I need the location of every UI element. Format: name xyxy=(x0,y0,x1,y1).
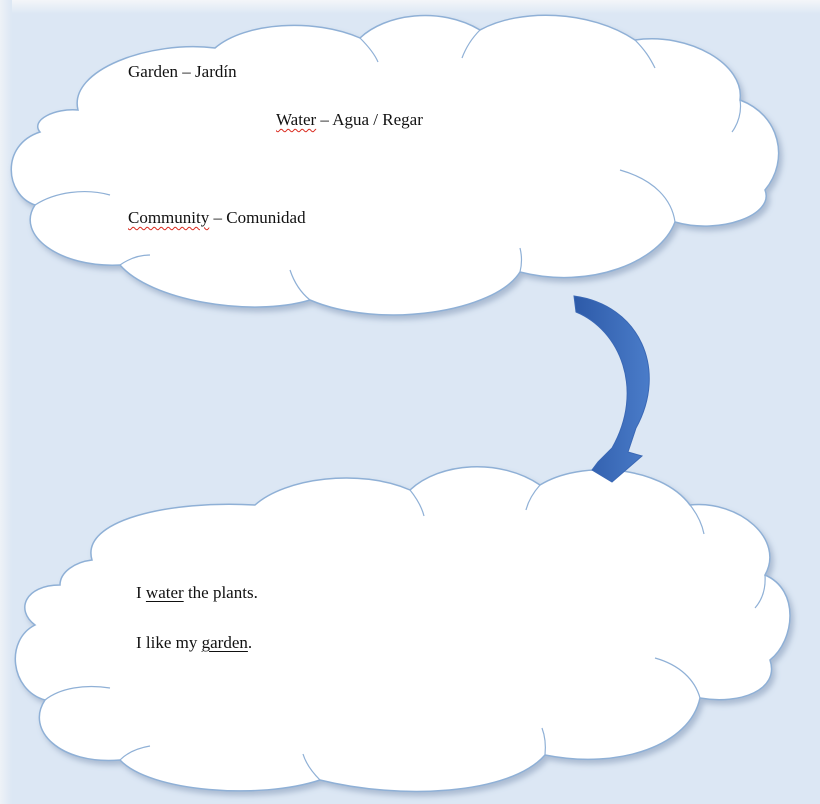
example-sentence-2 xyxy=(136,633,252,653)
sentence-1-suffix: the plants. xyxy=(183,583,258,602)
sentence-1-prefix: I xyxy=(136,583,146,602)
vocab-community-translation: – Comunidad xyxy=(209,208,306,227)
curved-down-arrow-icon[interactable] xyxy=(574,296,649,482)
vocab-garden-line xyxy=(128,62,237,82)
sentence-2-keyword: garden xyxy=(201,633,248,652)
top-cloud-shape[interactable] xyxy=(11,15,778,315)
bottom-cloud-shape[interactable] xyxy=(15,467,790,792)
vocab-water-word[interactable]: Water xyxy=(276,110,317,129)
vocab-water-line xyxy=(276,110,423,130)
vocab-water-translation: – Agua / Regar xyxy=(316,110,423,129)
sentence-2-prefix: I like my xyxy=(136,633,202,652)
vocab-garden-text: Garden – Jardín xyxy=(128,62,237,81)
sentence-1-keyword: water xyxy=(145,583,184,602)
sentence-2-suffix: . xyxy=(247,633,253,652)
example-sentence-1 xyxy=(136,583,258,603)
vocab-community-line xyxy=(128,208,306,228)
vocab-community-word[interactable]: Community xyxy=(128,208,210,227)
